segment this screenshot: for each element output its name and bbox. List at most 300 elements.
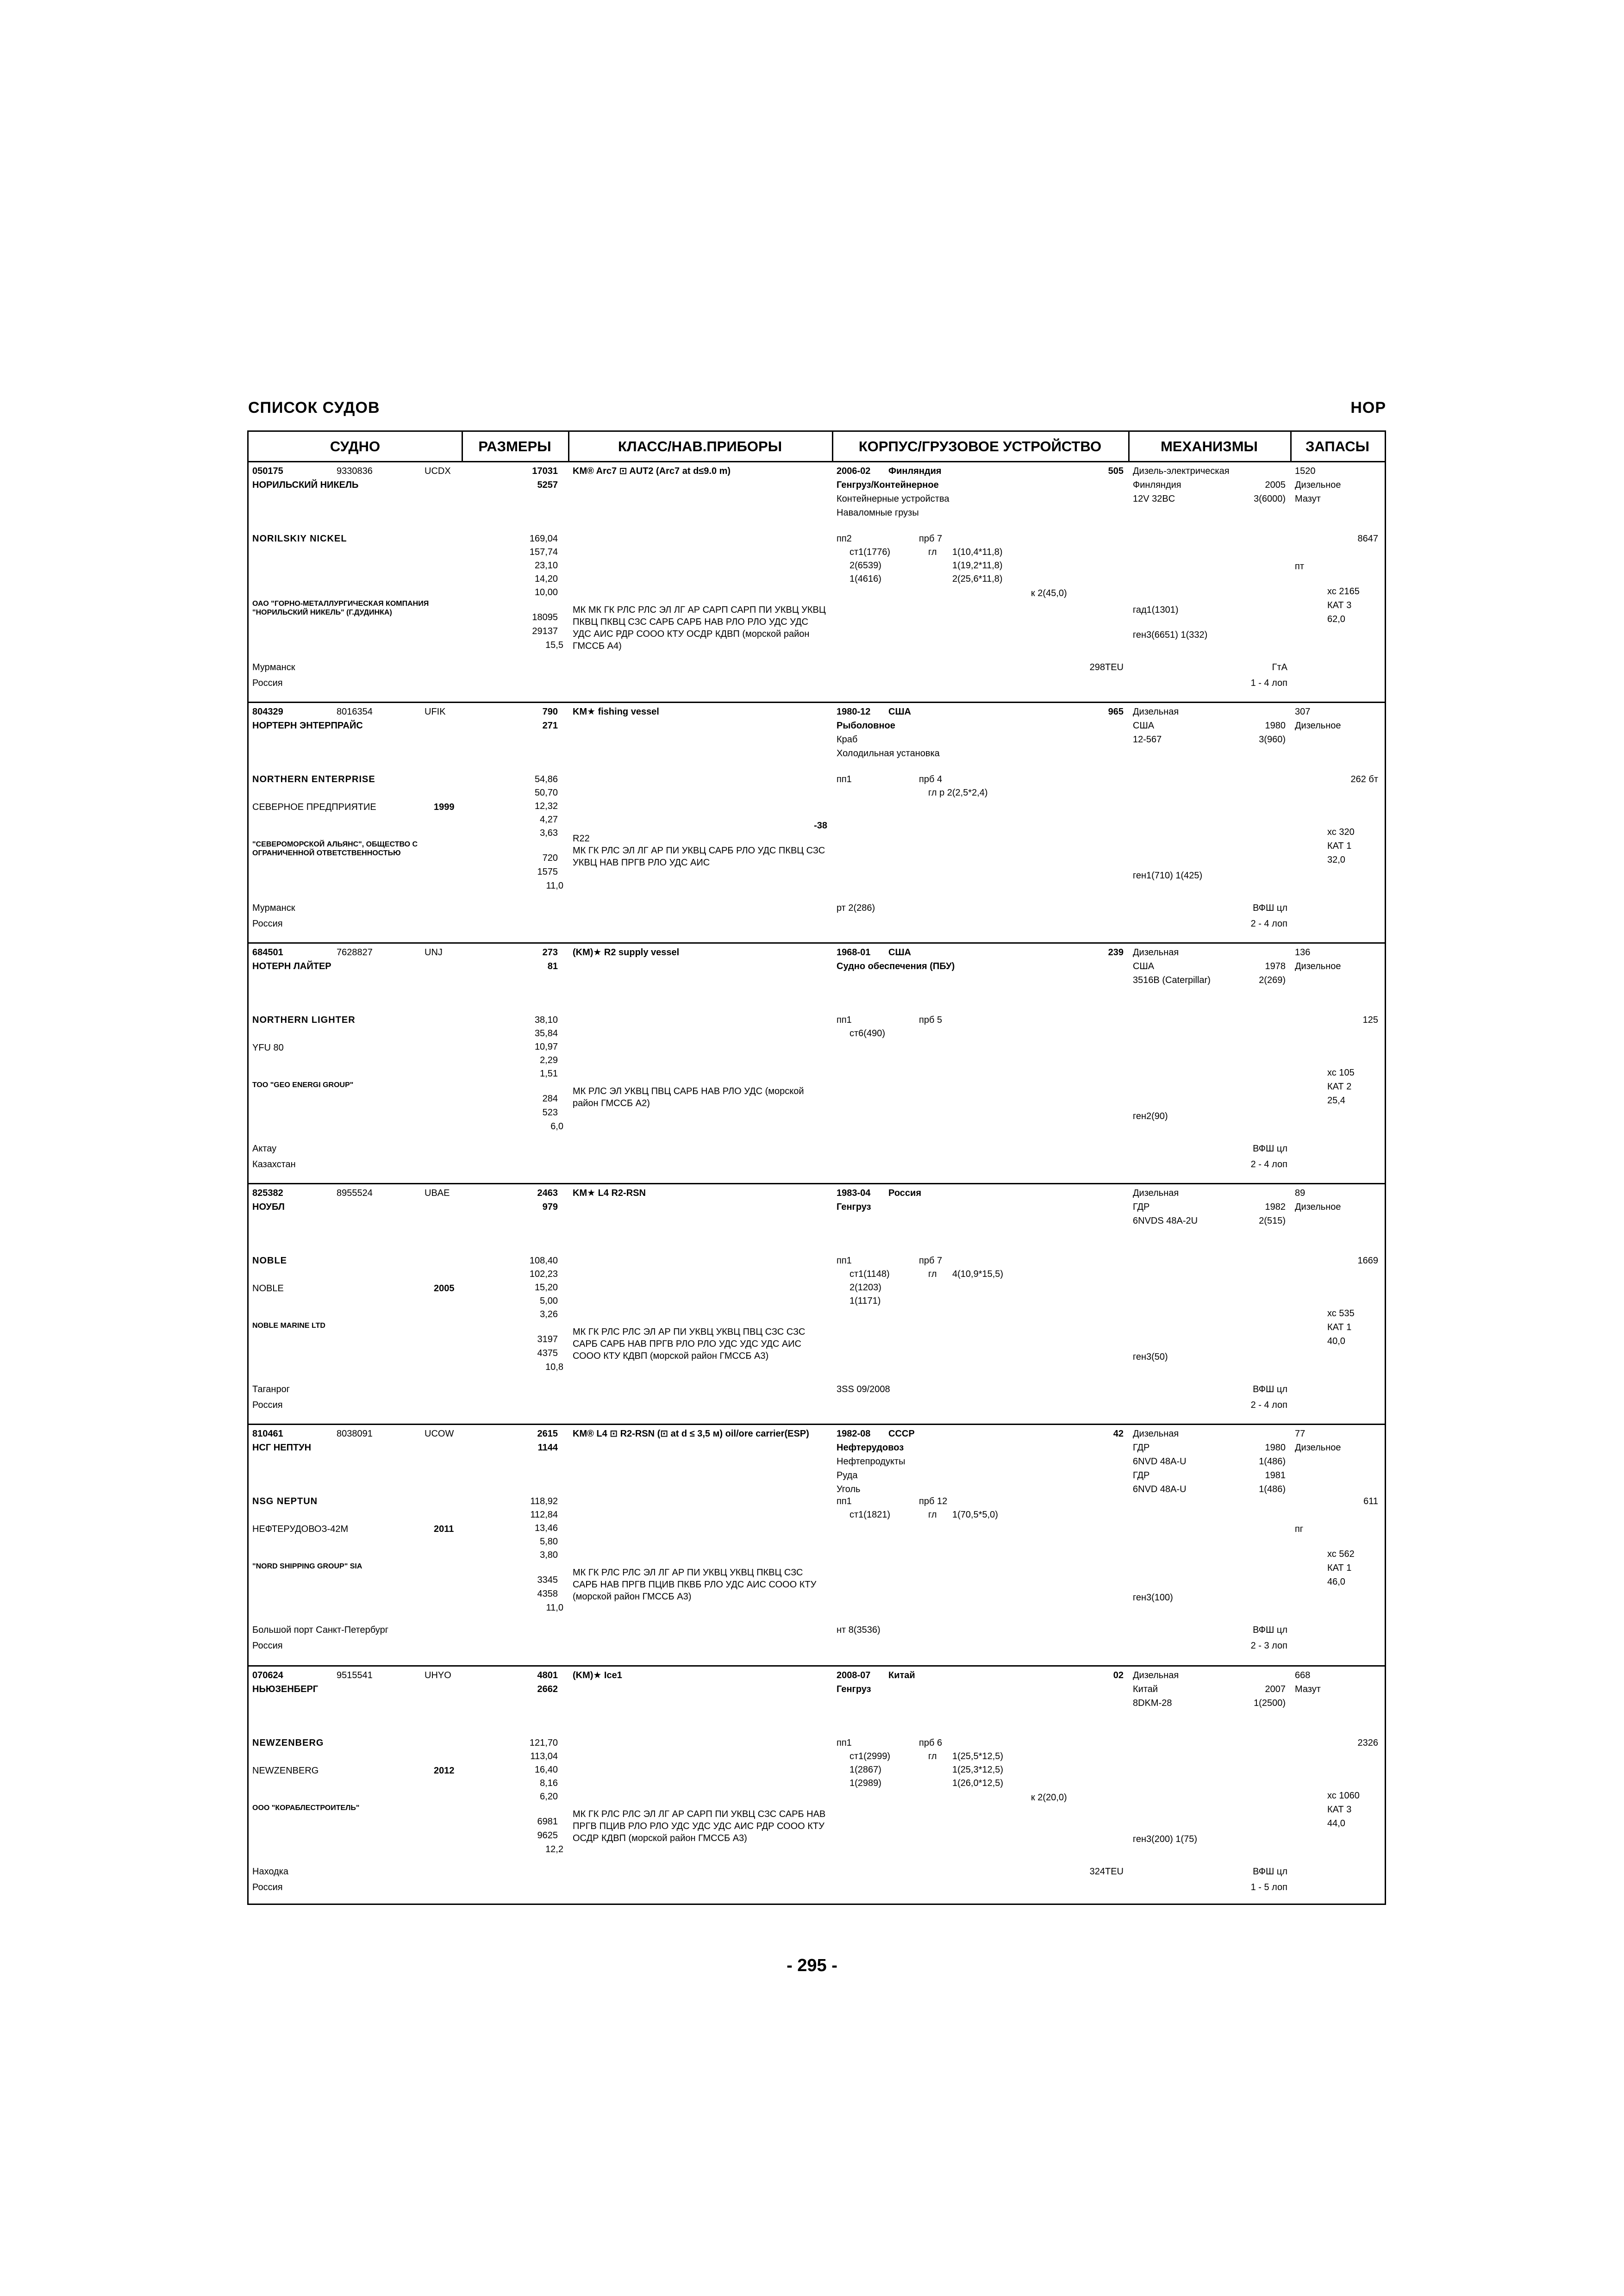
- reg-number: 804329: [252, 707, 283, 717]
- col-stores-header: ЗАПАСЫ: [1305, 438, 1370, 454]
- cargo-crane: к 2(20,0): [1031, 1792, 1067, 1803]
- vessel-type: Генгруз: [837, 1684, 871, 1694]
- imo-number: 8016354: [337, 707, 373, 717]
- dimension-value: 1,51: [540, 1069, 558, 1079]
- stores-value: 1669: [1357, 1256, 1378, 1266]
- owner-name: "СЕВЕРОМОРСКОЙ АЛЬЯНС", ОБЩЕСТВО С ОГРАНИЧЕННОЙ ОТВЕТСТВЕННОСТЬЮ: [252, 840, 418, 857]
- fuel-quantity: 668: [1295, 1670, 1311, 1680]
- build-date: 2008-07: [837, 1670, 871, 1680]
- engine-model: 6NVDS 48A-2U: [1133, 1216, 1198, 1226]
- build-country: Финляндия: [888, 466, 942, 476]
- fuel-type: Мазут: [1295, 1684, 1321, 1694]
- gross-tonnage: 273: [542, 947, 558, 958]
- generator-data: ген3(200) 1(75): [1133, 1834, 1198, 1844]
- dimension-value: 16,40: [534, 1765, 558, 1775]
- hatch-data: прб 7: [919, 534, 943, 544]
- vessel-type: Уголь: [837, 1484, 861, 1494]
- vessel-latin-name: NORILSKIY NICKEL: [252, 534, 347, 544]
- engine-model: 6NVD 48A-U: [1133, 1484, 1187, 1494]
- stores-value: хс 1060: [1327, 1791, 1360, 1801]
- vessel-type: Контейнерные устройства: [837, 494, 949, 504]
- hold-data: ст1(1148): [849, 1269, 890, 1279]
- hold-data: пп2: [837, 534, 852, 544]
- fuel-quantity: 1520: [1295, 466, 1316, 476]
- hatch-data: гл: [928, 1510, 937, 1520]
- engine-year: 1980: [1265, 1443, 1286, 1453]
- hull-extra: 3SS 09/2008: [837, 1384, 890, 1394]
- imo-number: 7628827: [337, 947, 373, 958]
- generator-data: гад1(1301): [1133, 605, 1179, 615]
- fuel-quantity: 77: [1295, 1429, 1305, 1439]
- flag-country: Россия: [252, 678, 283, 688]
- cargo-crane: к 2(45,0): [1031, 588, 1067, 598]
- deadweight-value: 720: [542, 853, 558, 863]
- vessel-name: НСГ НЕПТУН: [252, 1443, 312, 1453]
- hatch-data: прб 4: [919, 774, 943, 784]
- vessel-table: [247, 430, 1386, 1905]
- category-value: 62,0: [1327, 614, 1345, 624]
- dimension-value: 2,29: [540, 1055, 558, 1065]
- hull-number: 02: [1113, 1670, 1124, 1680]
- vessel-record: [249, 1667, 1385, 1906]
- category-value: 40,0: [1327, 1336, 1345, 1346]
- engine-year: 1978: [1265, 961, 1286, 971]
- engine-year: 2005: [1265, 480, 1286, 490]
- deadweight-value: 3197: [537, 1334, 558, 1344]
- imo-number: 8955524: [337, 1188, 373, 1198]
- engine-country: Китай: [1133, 1684, 1158, 1694]
- reg-number: 825382: [252, 1188, 283, 1198]
- net-tonnage: 81: [547, 961, 558, 971]
- gross-tonnage: 2615: [537, 1429, 558, 1439]
- dimension-value: 6,20: [540, 1792, 558, 1802]
- call-sign: UHYO: [425, 1670, 451, 1680]
- owner-name: NOBLE MARINE LTD: [252, 1322, 325, 1330]
- dimension-value: 10,97: [534, 1042, 558, 1052]
- engine-country: ГДР: [1133, 1443, 1150, 1453]
- hull-number: 505: [1108, 466, 1124, 476]
- vessel-name: НОУБЛ: [252, 1202, 285, 1212]
- hold-data: 2(1203): [849, 1282, 881, 1293]
- hatch-data: гл: [928, 1269, 937, 1279]
- nav-equipment: МК ГК РЛС ЭЛ ЛГ АР ПИ УКВЦ САРБ РЛО УДС ПКВЦ СЗС УКВЦ НАВ ПРГВ РЛО УДС АИС: [573, 846, 825, 868]
- hatch-data: гл р 2(2,5*2,4): [928, 788, 988, 798]
- vessel-type: Краб: [837, 734, 858, 745]
- class-notation: (KM)★ R2 supply vessel: [573, 947, 680, 958]
- vessel-name: НОРТЕРН ЭНТЕРПРАЙС: [252, 721, 363, 731]
- vessel-latin-name: NORTHERN ENTERPRISE: [252, 774, 375, 784]
- dimension-value: 169,04: [529, 534, 558, 544]
- category-value: 44,0: [1327, 1818, 1345, 1829]
- flag-country: Россия: [252, 1400, 283, 1410]
- hold-data: ст1(1776): [849, 547, 891, 557]
- home-port: Большой порт Санкт-Петербург: [252, 1625, 389, 1635]
- engine-type: Дизельная: [1133, 707, 1179, 717]
- build-country: СССР: [888, 1429, 915, 1439]
- category-value: 32,0: [1327, 855, 1345, 865]
- build-date: 1982-08: [837, 1429, 871, 1439]
- hull-number: 42: [1113, 1429, 1124, 1439]
- vessel-type: Нефтепродукты: [837, 1456, 906, 1467]
- dimension-value: 23,10: [534, 560, 558, 571]
- stores-value: 262 бт: [1350, 774, 1378, 784]
- imo-number: 9330836: [337, 466, 373, 476]
- gross-tonnage: 2463: [537, 1188, 558, 1198]
- call-sign: UNJ: [425, 947, 443, 958]
- vessel-type: Холодильная установка: [837, 748, 940, 759]
- vessel-record: [249, 1425, 1385, 1667]
- build-date: 1983-04: [837, 1188, 871, 1198]
- engine-year: 1982: [1265, 1202, 1286, 1212]
- former-name: НЕФТЕРУДОВОЗ-42М: [252, 1524, 349, 1534]
- home-port: Таганрог: [252, 1384, 290, 1394]
- home-port: Актау: [252, 1144, 277, 1154]
- category-value: КАТ 2: [1327, 1082, 1352, 1092]
- engine-power: 1(2500): [1254, 1698, 1286, 1708]
- dimension-value: 102,23: [529, 1269, 558, 1279]
- hatch-data: прб 5: [919, 1015, 943, 1025]
- dimension-value: 14,20: [534, 574, 558, 584]
- vessel-type: Рыболовное: [837, 721, 895, 731]
- hold-data: 1(4616): [849, 574, 881, 584]
- page-title: СПИСОК СУДОВ: [248, 399, 380, 417]
- hatch-data: гл: [928, 547, 937, 557]
- dimension-value: 13,46: [534, 1523, 558, 1533]
- generator-data: ген1(710) 1(425): [1133, 871, 1203, 881]
- hold-data: 2(6539): [849, 560, 881, 571]
- stores-value: хс 535: [1327, 1308, 1355, 1319]
- stores-value: 2326: [1357, 1738, 1378, 1748]
- propeller-blades: 2 - 4 лоп: [1250, 1400, 1287, 1410]
- category-value: КАТ 3: [1327, 600, 1352, 610]
- former-name-year: 2005: [434, 1283, 455, 1294]
- hold-data: пп1: [837, 1015, 852, 1025]
- deadweight-value: 29137: [532, 626, 558, 636]
- hatch-size: 1(10,4*11,8): [952, 547, 1003, 557]
- engine-model: 3516B (Caterpillar): [1133, 975, 1211, 985]
- vessel-latin-name: NORTHERN LIGHTER: [252, 1015, 356, 1025]
- flag-country: Казахстан: [252, 1159, 296, 1170]
- table-header: [249, 432, 1385, 462]
- vessel-type: Генгруз/Контейнерное: [837, 480, 939, 490]
- stores-value: хс 105: [1327, 1068, 1355, 1078]
- hold-data: 1(1171): [849, 1296, 881, 1306]
- gross-tonnage: 4801: [537, 1670, 558, 1680]
- dimension-value: 157,74: [529, 547, 558, 557]
- nav-equipment: МК ГК РЛС РЛС ЭЛ ЛГ АР ПИ УКВЦ УКВЦ ПКВЦ СЗС САРБ НАВ ПРГВ ПЦИВ ПКВБ РЛО УДС АИС СООО КТУ (морской район ГМССБ А3): [573, 1568, 817, 1602]
- engine-power: 2(515): [1259, 1216, 1286, 1226]
- hatch-size: 1(25,3*12,5): [952, 1765, 1004, 1775]
- reg-number: 810461: [252, 1429, 283, 1439]
- engine-year: 1980: [1265, 721, 1286, 731]
- generator-data: ген3(6651) 1(332): [1133, 630, 1208, 640]
- class-notation: (KM)★ Ice1: [573, 1670, 622, 1680]
- former-name-year: 2012: [434, 1766, 455, 1776]
- engine-model: 12-567: [1133, 734, 1162, 745]
- col-machinery-header: МЕХАНИЗМЫ: [1161, 438, 1258, 454]
- home-port: Находка: [252, 1867, 289, 1877]
- build-date: 1980-12: [837, 707, 871, 717]
- owner-name: ОАО "ГОРНО-МЕТАЛЛУРГИЧЕСКАЯ КОМПАНИЯ "НОРИЛЬСКИЙ НИКЕЛЬ" (Г.ДУДИНКА): [252, 600, 429, 616]
- deadweight-value: 284: [542, 1094, 558, 1104]
- propeller-blades: 2 - 4 лоп: [1250, 1159, 1287, 1170]
- vessel-type: Наваломные грузы: [837, 508, 919, 518]
- nav-equipment: МК МК ГК РЛС РЛС ЭЛ ЛГ АР САРП САРП ПИ УКВЦ УКВЦ ПКВЦ ПКВЦ СЗС САРБ САРБ НАВ РЛО РЛО УДС УДС УДС АИС РДР СООО КТУ ОСДР КДВП (морской район ГМССБ А4): [573, 605, 826, 651]
- dimension-value: 5,80: [540, 1537, 558, 1547]
- vessel-name: НЬЮЗЕНБЕРГ: [252, 1684, 319, 1694]
- deadweight-value: 4358: [537, 1589, 558, 1599]
- fuel-type: Дизельное: [1295, 480, 1341, 490]
- col-class-header: КЛАСС/НАВ.ПРИБОРЫ: [618, 438, 782, 454]
- propeller-blades: 2 - 3 лоп: [1250, 1641, 1287, 1651]
- generator-data: ген2(90): [1133, 1111, 1168, 1121]
- dimension-value: 38,10: [534, 1015, 558, 1025]
- class-notation: KM★ fishing vessel: [573, 707, 659, 717]
- nav-equipment: МК РЛС ЭЛ УКВЦ ПВЦ САРБ НАВ РЛО УДС (морской район ГМССБ А2): [573, 1086, 804, 1108]
- dimension-value: 108,40: [529, 1256, 558, 1266]
- engine-type: Дизель-электрическая: [1133, 466, 1230, 476]
- stores-value: 611: [1363, 1496, 1378, 1506]
- build-country: США: [888, 947, 911, 958]
- fuel-type: Дизельное: [1295, 1443, 1341, 1453]
- class-extra: R22: [573, 834, 590, 844]
- category-value: 25,4: [1327, 1095, 1345, 1106]
- vessel-type: Нефтерудовоз: [837, 1443, 904, 1453]
- hull-extra: рт 2(286): [837, 903, 875, 913]
- propeller-blades: 2 - 4 лоп: [1250, 919, 1287, 929]
- dimension-value: 8,16: [540, 1778, 558, 1788]
- vessel-type: Генгруз: [837, 1202, 871, 1212]
- deadweight-value: 523: [542, 1108, 558, 1118]
- vessel-latin-name: NEWZENBERG: [252, 1738, 324, 1748]
- hatch-size: 1(26,0*12,5): [952, 1778, 1004, 1788]
- dimension-value: 3,26: [540, 1309, 558, 1319]
- owner-name: ООО "КОРАБЛЕСТРОИТЕЛЬ": [252, 1804, 360, 1812]
- engine-power: 3(6000): [1254, 494, 1286, 504]
- imo-number: 8038091: [337, 1429, 373, 1439]
- build-date: 2006-02: [837, 466, 871, 476]
- hatch-size: 1(19,2*11,8): [952, 560, 1003, 571]
- hull-number: 965: [1108, 707, 1124, 717]
- hull-extra: нт 8(3536): [837, 1625, 881, 1635]
- engine-model: 8DKM-28: [1133, 1698, 1172, 1708]
- fuel-type: Дизельное: [1295, 721, 1341, 731]
- hold-data: пп1: [837, 1496, 852, 1506]
- section-code: НОР: [1350, 399, 1386, 417]
- hatch-data: гл: [928, 1751, 937, 1761]
- generator-data: ген3(100): [1133, 1593, 1173, 1603]
- category-value: КАТ 3: [1327, 1804, 1352, 1815]
- flag-country: Россия: [252, 1882, 283, 1892]
- owner-name: ТОО "GEO ENERGI GROUP": [252, 1081, 354, 1089]
- reg-number: 050175: [252, 466, 283, 476]
- dimension-value: 113,04: [530, 1751, 558, 1761]
- nav-equipment: МК ГК РЛС РЛС ЭЛ ЛГ АР САРП ПИ УКВЦ СЗС САРБ НАВ ПРГВ ПЦИВ РЛО РЛО УДС УДС УДС АИС РДР СООО КТУ ОСДР КДВП (морской район ГМССБ А3): [573, 1809, 826, 1843]
- dimension-value: 12,32: [534, 801, 558, 811]
- speed-value: 15,5: [545, 640, 563, 650]
- hatch-data: прб 12: [919, 1496, 948, 1506]
- dimension-value: 4,27: [540, 815, 558, 825]
- propeller-blades: 1 - 4 лоп: [1250, 678, 1287, 688]
- deadweight-value: 6981: [537, 1817, 558, 1827]
- engine-power: 1(486): [1259, 1484, 1286, 1494]
- vessel-record: [249, 462, 1385, 703]
- former-name: YFU 80: [252, 1043, 284, 1053]
- engine-type: Дизельная: [1133, 1670, 1179, 1680]
- former-name-year: 2011: [434, 1524, 454, 1534]
- stores-value: хс 562: [1327, 1549, 1355, 1559]
- category-value: КАТ 1: [1327, 1322, 1352, 1332]
- propeller-type: ВФШ цл: [1253, 1625, 1287, 1635]
- dimension-value: 3,63: [540, 828, 558, 838]
- category-value: 46,0: [1327, 1577, 1345, 1587]
- vessel-type: Судно обеспечения (ПБУ): [837, 961, 955, 971]
- dimension-value: 10,00: [534, 587, 558, 597]
- build-country: США: [888, 707, 911, 717]
- propeller-type: ВФШ цл: [1253, 903, 1287, 913]
- engine-type: Дизельная: [1133, 1429, 1179, 1439]
- propeller-blades: 1 - 5 лоп: [1250, 1882, 1287, 1892]
- home-port: Мурманск: [252, 903, 295, 913]
- net-tonnage: 1144: [537, 1443, 558, 1453]
- hatch-size: 2(25,6*11,8): [952, 574, 1003, 584]
- hold-data: ст1(2999): [849, 1751, 891, 1761]
- build-country: Россия: [888, 1188, 922, 1198]
- owner-name: "NORD SHIPPING GROUP" SIA: [252, 1562, 362, 1570]
- hold-data: ст1(1821): [849, 1510, 891, 1520]
- stores-value: хс 2165: [1327, 586, 1360, 597]
- class-notation: KM® L4 ⊡ R2-RSN (⊡ at d ≤ 3,5 м) oil/ore carrier(ESP): [573, 1429, 809, 1439]
- hold-data: пп1: [837, 1738, 852, 1748]
- engine-type: Дизельная: [1133, 1188, 1179, 1198]
- fuel-quantity: 136: [1295, 947, 1311, 958]
- vessel-latin-name: NOBLE: [252, 1256, 287, 1266]
- call-sign: UFIK: [425, 707, 446, 717]
- former-name-year: 1999: [434, 802, 455, 812]
- propeller-type: ГтА: [1272, 662, 1287, 672]
- vessel-record: [249, 944, 1385, 1184]
- net-tonnage: 2662: [537, 1684, 558, 1694]
- call-sign: UCDX: [425, 466, 451, 476]
- hatch-size: 1(25,5*12,5): [952, 1751, 1004, 1761]
- fuel-type: Дизельное: [1295, 1202, 1341, 1212]
- vessel-record: [249, 703, 1385, 944]
- dimension-value: 112,84: [530, 1510, 558, 1520]
- vessel-record: [249, 1184, 1385, 1425]
- category-value: КАТ 1: [1327, 1563, 1352, 1573]
- container-capacity: 298TEU: [1089, 662, 1124, 672]
- deadweight-value: 9625: [537, 1830, 558, 1841]
- engine-power: 1(486): [1259, 1456, 1286, 1467]
- dimension-value: 50,70: [534, 788, 558, 798]
- hold-data: пп1: [837, 774, 852, 784]
- speed-value: 12,2: [545, 1844, 563, 1854]
- deadweight-value: 18095: [532, 612, 558, 622]
- engine-country: США: [1133, 721, 1155, 731]
- fuel-quantity: 307: [1295, 707, 1311, 717]
- fuel-quantity: 89: [1295, 1188, 1305, 1198]
- hull-number: 239: [1108, 947, 1124, 958]
- build-country: Китай: [888, 1670, 915, 1680]
- flag-country: Россия: [252, 919, 283, 929]
- propeller-type: ВФШ цл: [1253, 1144, 1287, 1154]
- vessel-latin-name: NSG NEPTUN: [252, 1496, 318, 1506]
- reg-number: 684501: [252, 947, 283, 958]
- nav-equipment: МК ГК РЛС РЛС ЭЛ АР ПИ УКВЦ УКВЦ ПВЦ СЗС СЗС САРБ САРБ НАВ ПРГВ РЛО РЛО УДС УДС УДС АИС СООО КТУ КДВП (морской район ГМССБ А3): [573, 1327, 806, 1361]
- call-sign: UBAE: [425, 1188, 450, 1198]
- net-tonnage: 5257: [537, 480, 558, 490]
- dimension-value: 3,80: [540, 1550, 558, 1560]
- engine-model: 6NVD 48A-U: [1133, 1456, 1187, 1467]
- vessel-name: НОТЕРН ЛАЙТЕР: [252, 961, 331, 971]
- engine-power: 2(269): [1259, 975, 1286, 985]
- stores-value: хс 320: [1327, 827, 1355, 837]
- page-number: - 295 -: [787, 1956, 837, 1975]
- speed-value: 11,0: [546, 1603, 563, 1613]
- hold-data: 1(2989): [849, 1778, 881, 1788]
- stores-value: 8647: [1357, 534, 1378, 544]
- flag-country: Россия: [252, 1641, 283, 1651]
- hold-data: 1(2867): [849, 1765, 881, 1775]
- former-name: NEWZENBERG: [252, 1766, 319, 1776]
- speed-value: 6,0: [550, 1121, 563, 1132]
- imo-number: 9515541: [337, 1670, 373, 1680]
- container-capacity: 324TEU: [1089, 1867, 1124, 1877]
- category-value: КАТ 1: [1327, 841, 1352, 851]
- dimension-value: 54,86: [534, 774, 558, 784]
- gross-tonnage: 790: [542, 707, 558, 717]
- class-notation: KM★ L4 R2-RSN: [573, 1188, 646, 1198]
- engine-year: 1981: [1265, 1470, 1286, 1481]
- hatch-size: 4(10,9*15,5): [952, 1269, 1004, 1279]
- former-name: NOBLE: [252, 1283, 284, 1294]
- stores-value: 125: [1362, 1015, 1378, 1025]
- stores-note: пт: [1295, 561, 1304, 572]
- dimension-value: 5,00: [540, 1296, 558, 1306]
- deadweight-value: 4375: [537, 1348, 558, 1358]
- engine-country: ГДР: [1133, 1470, 1150, 1481]
- col-vessel-header: СУДНО: [330, 438, 381, 454]
- propeller-type: ВФШ цл: [1253, 1867, 1287, 1877]
- engine-country: Финляндия: [1133, 480, 1181, 490]
- hatch-data: прб 7: [919, 1256, 943, 1266]
- hatch-data: прб 6: [919, 1738, 943, 1748]
- engine-year: 2007: [1265, 1684, 1286, 1694]
- dimension-value: 15,20: [534, 1282, 558, 1293]
- col-dimensions-header: РАЗМЕРЫ: [478, 438, 551, 454]
- gross-tonnage: 17031: [532, 466, 558, 476]
- engine-country: ГДР: [1133, 1202, 1150, 1212]
- hatch-size: 1(70,5*5,0): [952, 1510, 998, 1520]
- propeller-type: ВФШ цл: [1253, 1384, 1287, 1394]
- hold-data: ст6(490): [849, 1028, 885, 1039]
- engine-type: Дизельная: [1133, 947, 1179, 958]
- net-tonnage: 979: [542, 1202, 558, 1212]
- speed-value: 11,0: [546, 881, 563, 891]
- deadweight-value: 3345: [537, 1575, 558, 1585]
- call-sign: UCOW: [425, 1429, 454, 1439]
- net-tonnage: 271: [542, 721, 558, 731]
- dimension-value: 121,70: [529, 1738, 558, 1748]
- build-date: 1968-01: [837, 947, 871, 958]
- former-name: СЕВЕРНОЕ ПРЕДПРИЯТИЕ: [252, 802, 376, 812]
- engine-power: 3(960): [1259, 734, 1286, 745]
- col-hull-header: КОРПУС/ГРУЗОВОЕ УСТРОЙСТВО: [858, 438, 1102, 454]
- engine-model: 12V 32BC: [1133, 494, 1175, 504]
- home-port: Мурманск: [252, 662, 295, 672]
- hold-data: пп1: [837, 1256, 852, 1266]
- reg-number: 070624: [252, 1670, 283, 1680]
